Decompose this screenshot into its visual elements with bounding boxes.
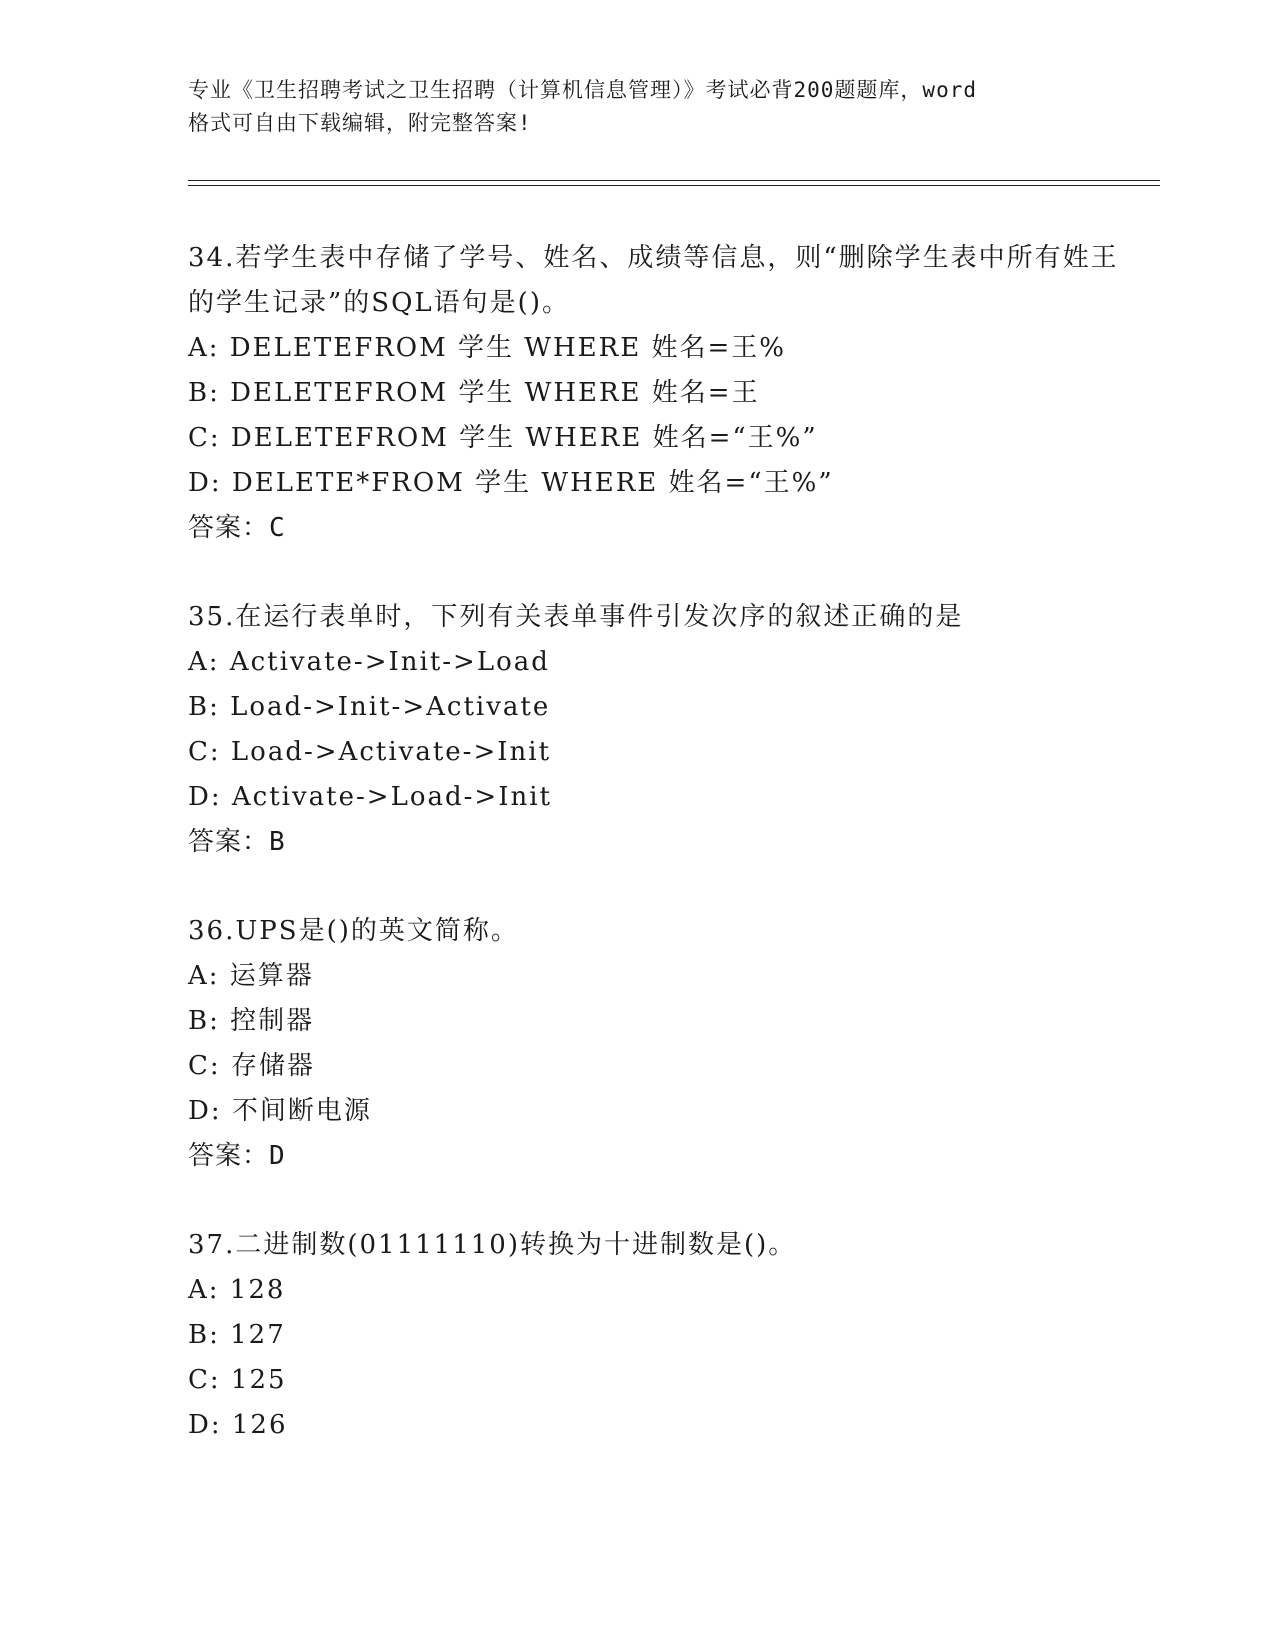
header-divider-bottom xyxy=(188,185,1160,186)
answer-label: 答案：B xyxy=(188,827,286,857)
option-a: A: Activate->Init->Load xyxy=(188,647,550,677)
question-35 xyxy=(188,595,1128,865)
option-b: B: 控制器 xyxy=(188,1006,315,1036)
header-divider-top xyxy=(188,180,1160,181)
question-stem: 35.在运行表单时，下列有关表单事件引发次序的叙述正确的是 xyxy=(188,602,964,632)
option-b: B: Load->Init->Activate xyxy=(188,692,551,722)
question-stem: 34.若学生表中存储了学号、姓名、成绩等信息，则“删除学生表中所有姓王的学生记录”的SQL语句是()。 xyxy=(188,243,1119,318)
header-line-2: 格式可自由下载编辑，附完整答案! xyxy=(188,111,532,135)
question-36 xyxy=(188,909,1128,1179)
option-d: D: 不间断电源 xyxy=(188,1096,372,1126)
question-stem: 36.UPS是()的英文简称。 xyxy=(188,916,519,946)
option-b: B: DELETEFROM 学生 WHERE 姓名=王 xyxy=(188,378,760,408)
option-b: B: 127 xyxy=(188,1320,286,1350)
option-c: C: DELETEFROM 学生 WHERE 姓名=“王%” xyxy=(188,423,818,453)
option-c: C: 125 xyxy=(188,1365,287,1395)
option-d: D: Activate->Load->Init xyxy=(188,782,552,812)
document-header xyxy=(188,74,1108,140)
answer-label: 答案：C xyxy=(188,513,286,543)
option-c: C: Load->Activate->Init xyxy=(188,737,552,767)
option-d: D: 126 xyxy=(188,1410,288,1440)
question-stem: 37.二进制数(01111110)转换为十进制数是()。 xyxy=(188,1230,797,1260)
option-a: A: 128 xyxy=(188,1275,286,1305)
question-37 xyxy=(188,1223,1128,1448)
option-d: D: DELETE*FROM 学生 WHERE 姓名=“王%” xyxy=(188,468,834,498)
header-line-1: 专业《卫生招聘考试之卫生招聘（计算机信息管理）》考试必背200题题库，word xyxy=(188,78,977,102)
question-list xyxy=(188,236,1128,1492)
question-34 xyxy=(188,236,1128,551)
option-c: C: 存储器 xyxy=(188,1051,315,1081)
answer-label: 答案：D xyxy=(188,1141,286,1171)
option-a: A: 运算器 xyxy=(188,961,314,991)
option-a: A: DELETEFROM 学生 WHERE 姓名=王% xyxy=(188,333,786,363)
